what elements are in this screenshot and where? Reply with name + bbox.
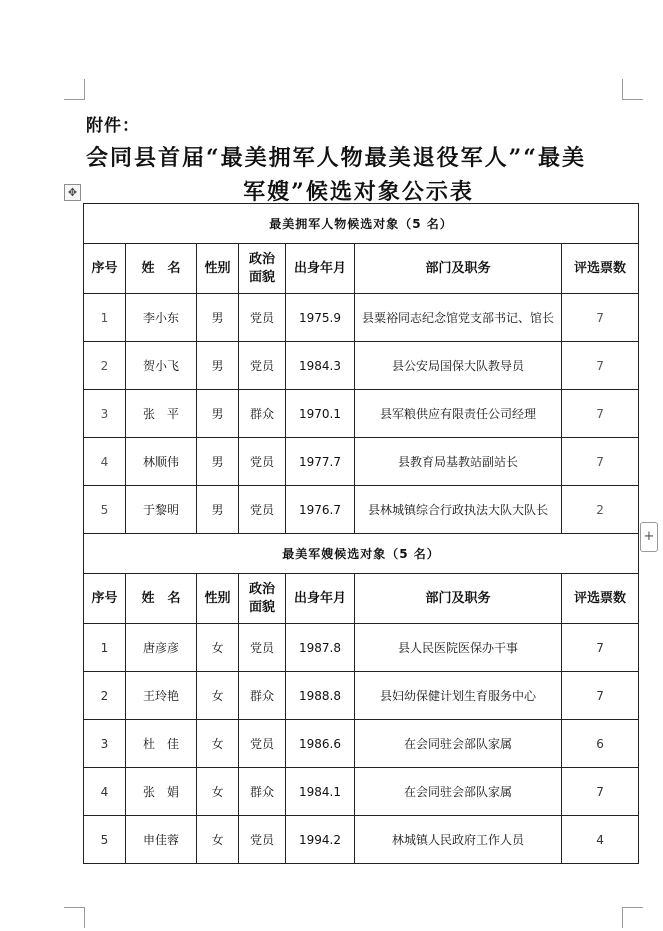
table-row: [84, 486, 639, 534]
cell-party: 党员: [239, 816, 286, 864]
section-title: 最美拥军人物候选对象（5 名）: [84, 204, 639, 244]
cell-name: 张 娟: [126, 768, 197, 816]
cell-gender: 男: [197, 438, 239, 486]
cell-birth: 1987.8: [286, 624, 355, 672]
section-title-row: [84, 534, 639, 574]
cell-gender: 男: [197, 486, 239, 534]
cell-dept: 县妇幼保健计划生育服务中心: [355, 672, 562, 720]
column-header-birth: 出身年月: [286, 574, 355, 624]
cell-party: 群众: [239, 672, 286, 720]
cell-gender: 女: [197, 624, 239, 672]
cell-votes: 6: [562, 720, 639, 768]
column-header-birth: 出身年月: [286, 244, 355, 294]
cell-birth: 1977.7: [286, 438, 355, 486]
cell-party: 党员: [239, 720, 286, 768]
table-row: [84, 438, 639, 486]
table-row: [84, 720, 639, 768]
cell-dept: 县人民医院医保办干事: [355, 624, 562, 672]
page-corner-mark: [622, 907, 643, 928]
table-row: [84, 672, 639, 720]
table-row: [84, 390, 639, 438]
cell-seq: 3: [84, 390, 126, 438]
cell-name: 杜 佳: [126, 720, 197, 768]
cell-party: 群众: [239, 390, 286, 438]
cell-votes: 7: [562, 768, 639, 816]
cell-name: 于黎明: [126, 486, 197, 534]
table-row: [84, 342, 639, 390]
cell-votes: 4: [562, 816, 639, 864]
cell-name: 李小东: [126, 294, 197, 342]
cell-party: 党员: [239, 294, 286, 342]
attachment-label: 附件：: [86, 116, 140, 136]
cell-party: 党员: [239, 342, 286, 390]
column-header-party: [239, 244, 286, 294]
cell-dept: 县公安局国保大队教导员: [355, 342, 562, 390]
cell-birth: 1986.6: [286, 720, 355, 768]
cell-seq: 4: [84, 438, 126, 486]
cell-gender: 女: [197, 768, 239, 816]
cell-birth: 1988.8: [286, 672, 355, 720]
cell-dept: 林城镇人民政府工作人员: [355, 816, 562, 864]
cell-birth: 1994.2: [286, 816, 355, 864]
candidate-table-body: [84, 204, 639, 864]
cell-name: 贺小飞: [126, 342, 197, 390]
table-row: [84, 768, 639, 816]
table-row: [84, 816, 639, 864]
cell-dept: 县军粮供应有限责任公司经理: [355, 390, 562, 438]
column-header-row: [84, 574, 639, 624]
cell-dept: 在会同驻会部队家属: [355, 720, 562, 768]
cell-votes: 7: [562, 390, 639, 438]
column-header-gender: 性别: [197, 574, 239, 624]
cell-gender: 男: [197, 294, 239, 342]
cell-votes: 7: [562, 294, 639, 342]
cell-name: 张 平: [126, 390, 197, 438]
page-corner-mark: [64, 907, 85, 928]
candidate-table: [83, 203, 639, 864]
column-header-votes: 评选票数: [562, 574, 639, 624]
cell-dept: 县教育局基教站副站长: [355, 438, 562, 486]
column-header-gender: 性别: [197, 244, 239, 294]
cell-gender: 女: [197, 672, 239, 720]
page-corner-mark: [64, 79, 85, 100]
add-row-icon[interactable]: +: [640, 522, 658, 552]
cell-gender: 女: [197, 816, 239, 864]
column-header-votes: 评选票数: [562, 244, 639, 294]
cell-gender: 女: [197, 720, 239, 768]
cell-votes: 2: [562, 486, 639, 534]
cell-gender: 男: [197, 390, 239, 438]
cell-name: 王玲艳: [126, 672, 197, 720]
cell-seq: 5: [84, 816, 126, 864]
cell-birth: 1975.9: [286, 294, 355, 342]
column-header-seq: 序号: [84, 574, 126, 624]
cell-name: 申佳蓉: [126, 816, 197, 864]
cell-name: 林顺伟: [126, 438, 197, 486]
column-header-party-top: 政治: [248, 251, 275, 267]
column-header-party-bottom: 面貌: [248, 599, 275, 615]
column-header-name: 姓 名: [126, 244, 197, 294]
column-header-party: [239, 574, 286, 624]
cell-party: 群众: [239, 768, 286, 816]
page-corner-mark: [622, 79, 643, 100]
cell-dept: 县林城镇综合行政执法大队大队长: [355, 486, 562, 534]
cell-seq: 2: [84, 342, 126, 390]
column-header-seq: 序号: [84, 244, 126, 294]
column-header-dept: 部门及职务: [355, 244, 562, 294]
cell-party: 党员: [239, 624, 286, 672]
cell-votes: 7: [562, 438, 639, 486]
cell-seq: 1: [84, 624, 126, 672]
table-row: [84, 624, 639, 672]
section-title-row: [84, 204, 639, 244]
cell-birth: 1970.1: [286, 390, 355, 438]
document-title-line2: 军嫂”候选对象公示表: [243, 179, 474, 205]
cell-seq: 4: [84, 768, 126, 816]
cell-dept: 在会同驻会部队家属: [355, 768, 562, 816]
table-row: [84, 294, 639, 342]
table-move-handle-icon[interactable]: ✥: [64, 184, 81, 201]
cell-birth: 1984.1: [286, 768, 355, 816]
cell-name: 唐彦彦: [126, 624, 197, 672]
cell-birth: 1976.7: [286, 486, 355, 534]
cell-votes: 7: [562, 672, 639, 720]
cell-votes: 7: [562, 342, 639, 390]
cell-seq: 3: [84, 720, 126, 768]
cell-dept: 县粟裕同志纪念馆党支部书记、馆长: [355, 294, 562, 342]
cell-gender: 男: [197, 342, 239, 390]
cell-party: 党员: [239, 486, 286, 534]
cell-seq: 2: [84, 672, 126, 720]
cell-seq: 5: [84, 486, 126, 534]
cell-birth: 1984.3: [286, 342, 355, 390]
document-title-line1: 会同县首届“最美拥军人物最美退役军人”“最美: [86, 145, 586, 171]
column-header-row: [84, 244, 639, 294]
cell-party: 党员: [239, 438, 286, 486]
column-header-name: 姓 名: [126, 574, 197, 624]
cell-votes: 7: [562, 624, 639, 672]
section-title: 最美军嫂候选对象（5 名）: [84, 534, 639, 574]
column-header-party-bottom: 面貌: [248, 269, 275, 285]
column-header-dept: 部门及职务: [355, 574, 562, 624]
cell-seq: 1: [84, 294, 126, 342]
column-header-party-top: 政治: [248, 581, 275, 597]
